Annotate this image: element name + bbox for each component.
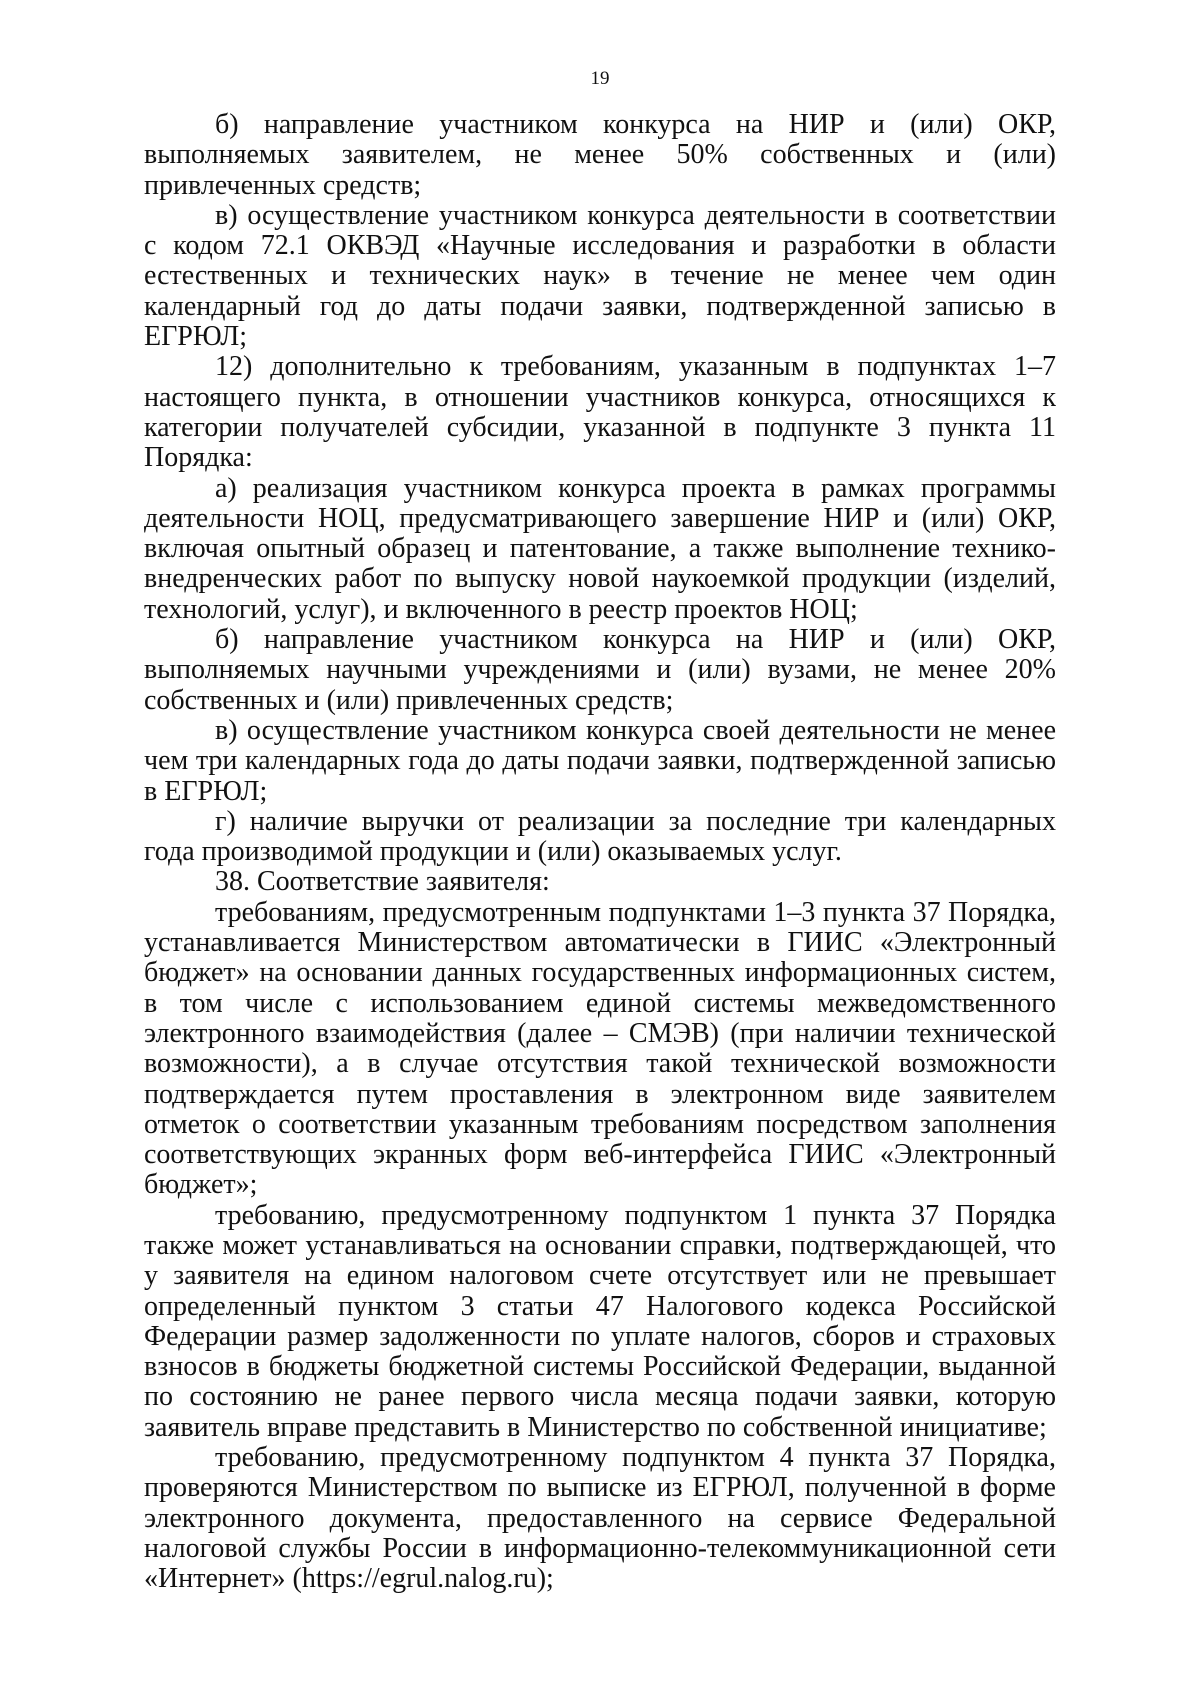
paragraph-12a-noc-project: а) реализация участником конкурса проекта в рамках программы деятельности НОЦ, предусматривающего завершение НИР и (или) ОКР, включая опытный образец и патентование, а также выполнение технико-внедренческих работ по выпуску новой наукоемкой продукции (изделий, технологий, услуг), и включенного в реестр проектов НОЦ; <box>144 472 1056 625</box>
paragraph-12g-revenue: г) наличие выручки от реализации за последние три календарных года производимой продукции и (или) оказываемых услуг. <box>144 805 1056 868</box>
paragraph-38-requirements-1-3: требованиям, предусмотренным подпунктами 1–3 пункта 37 Порядка, устанавливается Министерством автоматически в ГИИС «Электронный бюджет» на основании данных государственных информационных систем, в том числе с использованием единой системы межведомственного электронного взаимодействия (далее – СМЭВ) (при наличии технической возможности), а в случае отсутствия такой технической возможности подтверждается путем проставления в электронном виде заявителем отметок о соответствии указанным требованиям посредством заполнения соответствующих экранных форм веб-интерфейса ГИИС «Электронный бюджет»; <box>144 896 1056 1201</box>
paragraph-12-additional-requirements: 12) дополнительно к требованиям, указанным в подпунктах 1–7 настоящего пункта, в отношении участников конкурса, относящихся к категории получателей субсидии, указанной в подпункте 3 пункта 11 Порядка: <box>144 351 1056 474</box>
paragraph-38-requirement-1-certificate: требованию, предусмотренному подпунктом 1 пункта 37 Порядка также может устанавливаться на основании справки, подтверждающей, что у заявителя на едином налоговом счете отсутствует или не превышает определенный пунктом 3 статьи 47 Налогового кодекса Российской Федерации размер задолженности по уплате налогов, сборов и страховых взносов в бюджеты бюджетной системы Российской Федерации, выданной по состоянию не ранее первого числа месяца подачи заявки, которую заявитель вправе представить в Министерство по собственной инициативе; <box>144 1199 1056 1443</box>
paragraph-1b-funding-50: б) направление участником конкурса на НИР и (или) ОКР, выполняемых заявителем, не менее 50% собственных и (или) привлеченных средств; <box>144 109 1056 201</box>
paragraph-12b-funding-20: б) направление участником конкурса на НИР и (или) ОКР, выполняемых научными учреждениями и (или) вузами, не менее 20% собственных и (или) привлеченных средств; <box>144 624 1056 716</box>
document-body <box>144 110 1056 1595</box>
paragraph-12v-three-years: в) осуществление участником конкурса своей деятельности не менее чем три календарных года до даты подачи заявки, подтвержденной записью в ЕГРЮЛ; <box>144 714 1056 807</box>
paragraph-1v-okved-activity: в) осуществление участником конкурса деятельности в соответствии с кодом 72.1 ОКВЭД «Научные исследования и разработки в области естественных и технических наук» в течение не менее чем один календарный год до даты подачи заявки, подтвержденной записью в ЕГРЮЛ; <box>144 199 1056 353</box>
paragraph-38-requirement-4-egrul: требованию, предусмотренному подпунктом 4 пункта 37 Порядка, проверяются Министерством по выписке из ЕГРЮЛ, полученной в форме электронного документа, предоставленного на сервисе Федеральной налоговой службы России в информационно-телекоммуникационной сети «Интернет» (https://egrul.nalog.ru); <box>144 1442 1056 1595</box>
paragraph-38-heading: 38. Соответствие заявителя: <box>215 866 550 898</box>
page-number: 19 <box>590 68 610 89</box>
